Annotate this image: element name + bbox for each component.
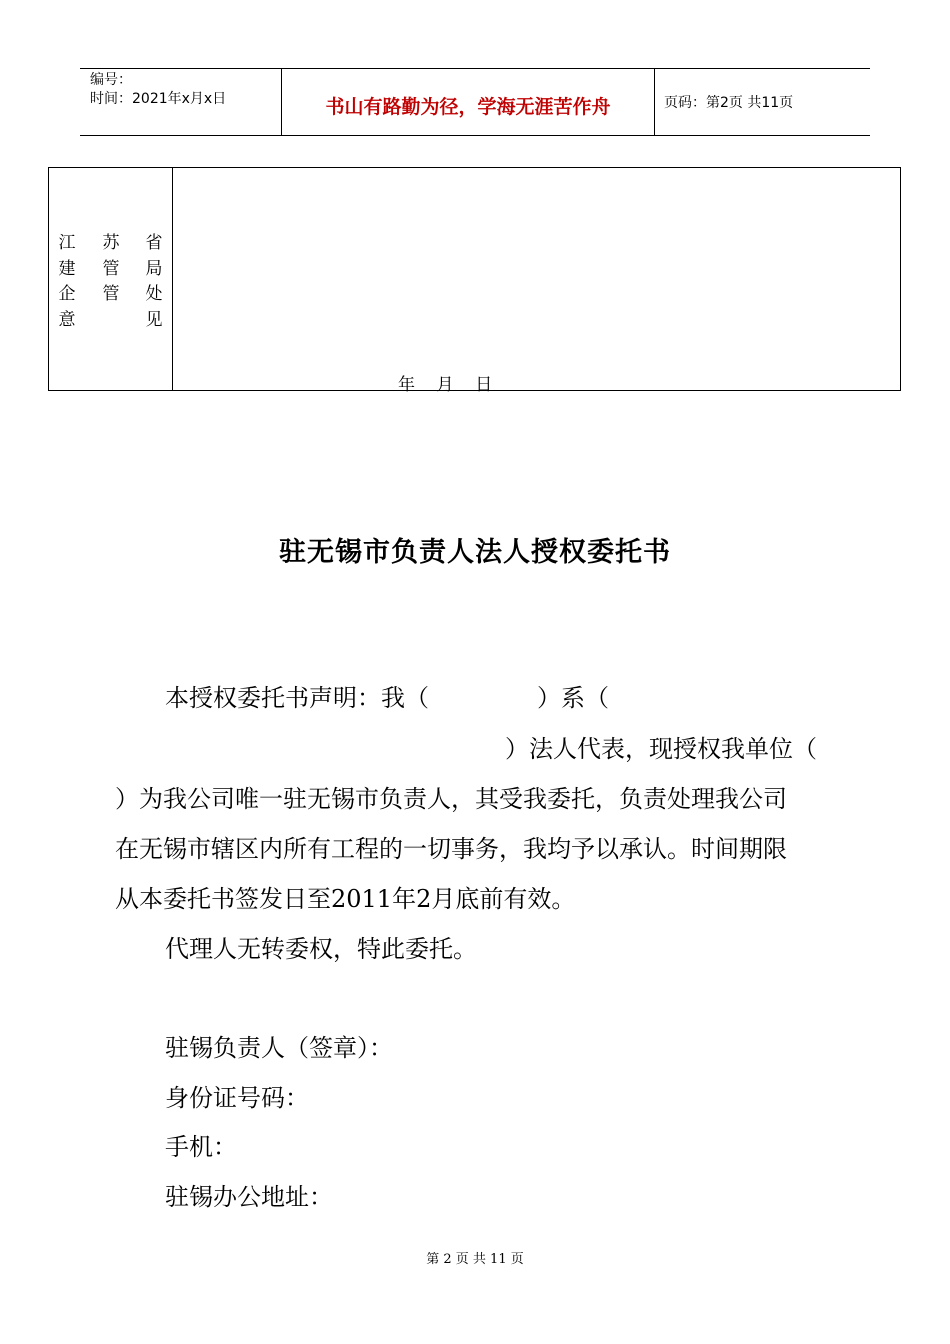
opinion-label-char: 省 (145, 233, 163, 253)
sign-field-id-number: 身份证号码： (165, 1084, 309, 1112)
page-footer: 第 2 页 共 11 页 (426, 1252, 524, 1267)
header-number-label: 编号： (90, 72, 132, 88)
header-time-label: 时间：2021年x月x日 (90, 91, 227, 107)
document-title: 驻无锡市负责人法人授权委托书 (279, 537, 671, 568)
body-line-6: 代理人无转委权，特此委托。 (165, 935, 477, 963)
sign-field-mobile: 手机： (165, 1133, 237, 1161)
opinion-label-char: 处 (145, 284, 163, 304)
opinion-label-char: 见 (145, 309, 163, 330)
header-motto: 书山有路勤为径，学海无涯苦作舟 (325, 96, 611, 118)
header-divider-right (654, 68, 655, 135)
opinion-label-char: 企 (58, 284, 76, 304)
body-line-4: 在无锡市辖区内所有工程的一切事务，我均予以承认。时间期限 (115, 835, 787, 863)
opinion-label-column-3 (144, 231, 164, 333)
body-line-3: ）为我公司唯一驻无锡市负责人，其受我委托，负责处理我公司 (115, 785, 787, 813)
sign-field-office-address: 驻锡办公地址： (165, 1183, 333, 1211)
body-line-1b: ）系（ (537, 684, 609, 712)
opinion-label-char: 管 (102, 284, 120, 304)
opinion-label-char: 局 (145, 258, 163, 279)
body-line-5: 从本委托书签发日至2011年2月底前有效。 (115, 885, 576, 913)
opinion-box-divider (172, 167, 173, 391)
sign-field-responsible: 驻锡负责人（签章）： (165, 1034, 393, 1062)
opinion-label-char: 管 (102, 258, 120, 279)
body-line-1a: 本授权委托书声明：我（ (165, 684, 429, 712)
opinion-label-char: 江 (58, 233, 76, 253)
header-bottom-rule (80, 135, 870, 136)
header-page-label: 页码：第2页 共11页 (664, 95, 794, 111)
opinion-label-column-2 (101, 231, 121, 308)
header-top-rule (80, 68, 870, 69)
body-line-2: ）法人代表，现授权我单位（ (505, 735, 817, 763)
opinion-date: 年 月 日 (398, 375, 493, 395)
opinion-label-column-1 (57, 231, 77, 333)
opinion-label-char: 建 (58, 258, 76, 279)
opinion-label-char: 意 (58, 309, 76, 330)
opinion-box (48, 167, 901, 391)
opinion-label-char: 苏 (102, 233, 120, 253)
